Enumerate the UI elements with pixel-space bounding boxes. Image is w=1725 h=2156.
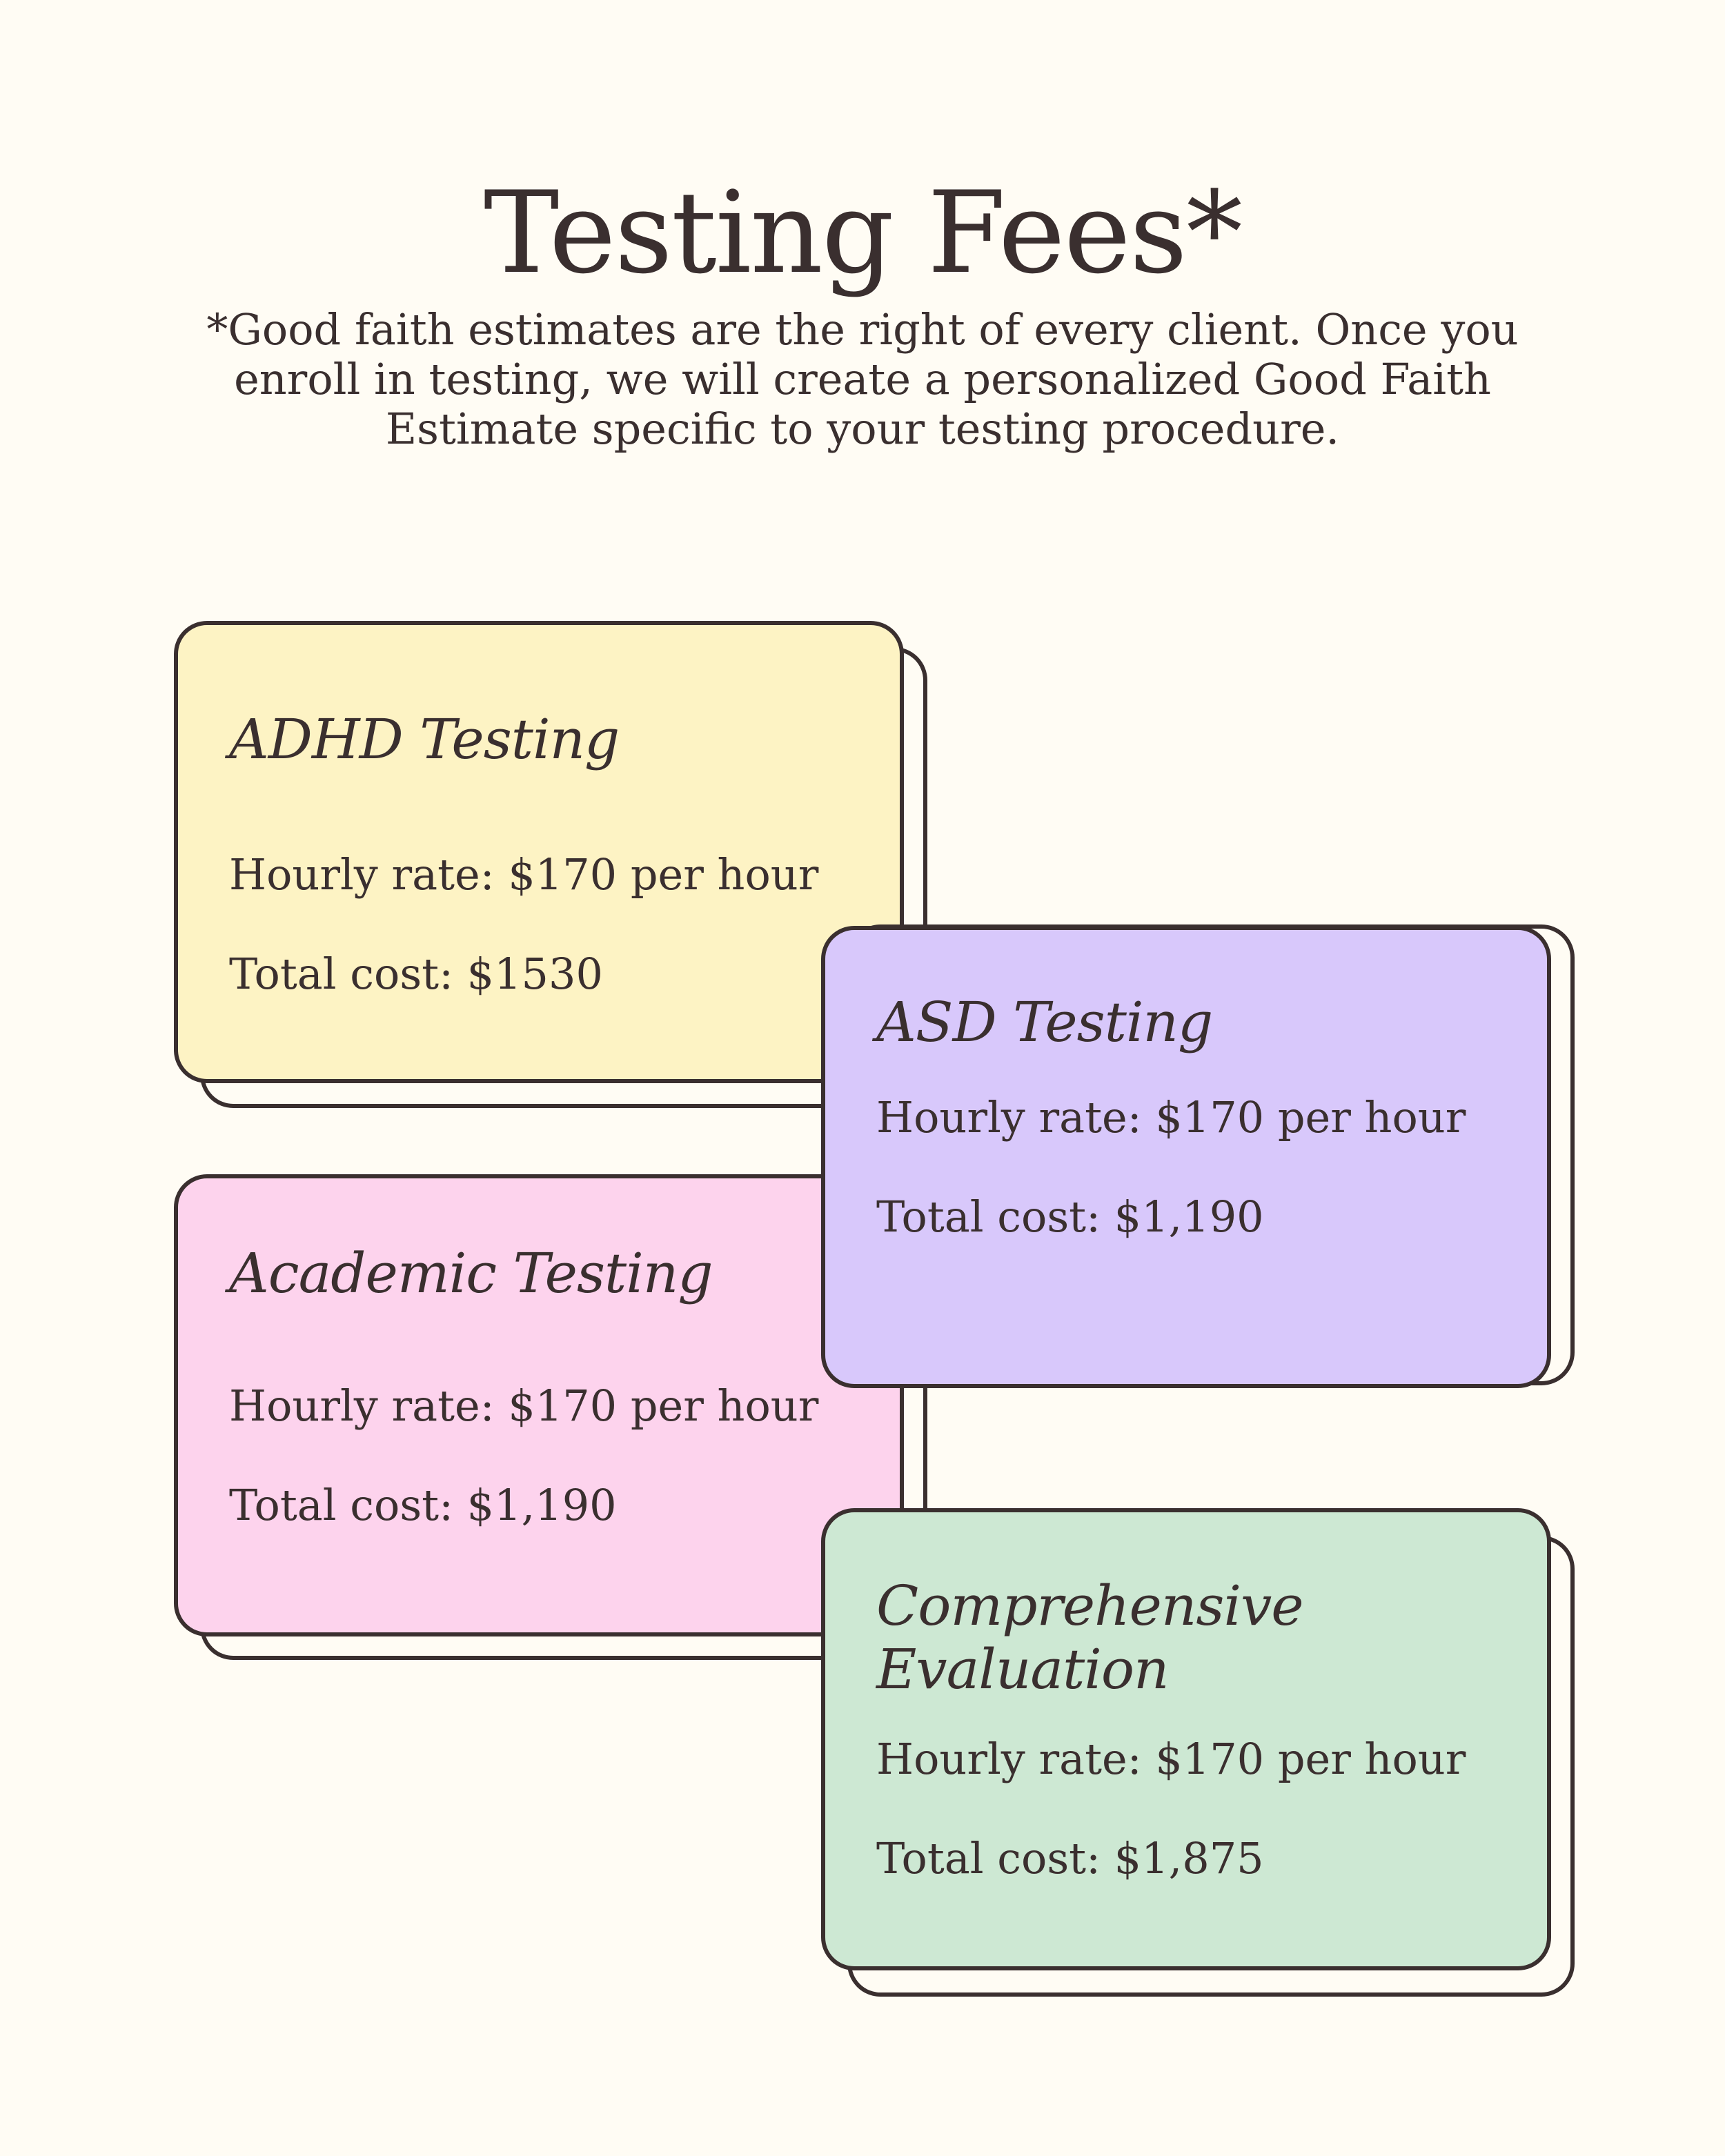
comprehensive-title-line2: Evaluation bbox=[876, 1637, 1169, 1701]
comprehensive-evaluation-card bbox=[821, 1508, 1551, 1970]
academic-card-title: Academic Testing bbox=[229, 1241, 713, 1305]
comprehensive-total-cost: Total cost: $1,875 bbox=[876, 1833, 1264, 1883]
academic-testing-card bbox=[174, 1174, 904, 1636]
academic-hourly-rate: Hourly rate: $170 per hour bbox=[229, 1381, 819, 1431]
asd-hourly-rate: Hourly rate: $170 per hour bbox=[876, 1092, 1466, 1143]
adhd-testing-card bbox=[174, 621, 904, 1083]
asd-total-cost: Total cost: $1,190 bbox=[876, 1191, 1264, 1242]
comprehensive-hourly-rate: Hourly rate: $170 per hour bbox=[876, 1734, 1466, 1784]
academic-total-cost: Total cost: $1,190 bbox=[229, 1480, 617, 1530]
comprehensive-card-title bbox=[876, 1574, 1303, 1701]
asd-card-title: ASD Testing bbox=[876, 990, 1213, 1054]
comprehensive-title-line1: Comprehensive bbox=[876, 1574, 1303, 1638]
page-title: Testing Fees* bbox=[483, 167, 1242, 299]
adhd-total-cost: Total cost: $1530 bbox=[229, 949, 603, 999]
adhd-card-title: ADHD Testing bbox=[229, 707, 620, 771]
adhd-hourly-rate: Hourly rate: $170 per hour bbox=[229, 849, 819, 900]
page-subtitle: *Good faith estimates are the right of every client. Once you enroll in testing, we will create a personalized Good Faith Estimate specific to your testing procedure. bbox=[206, 304, 1519, 454]
asd-testing-card bbox=[821, 926, 1551, 1388]
